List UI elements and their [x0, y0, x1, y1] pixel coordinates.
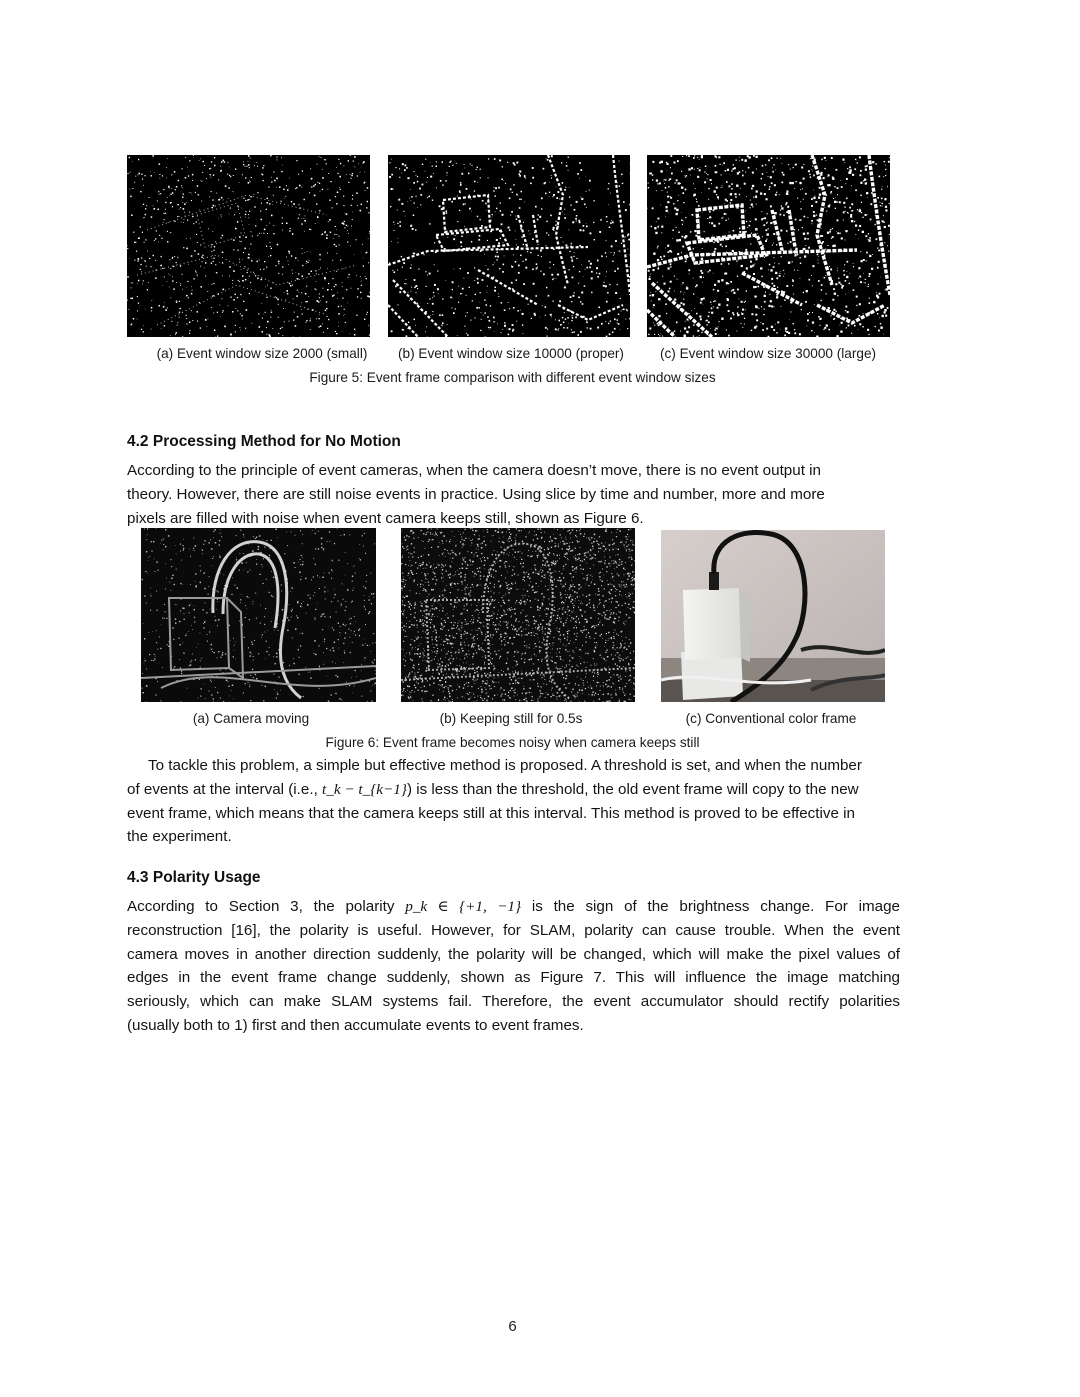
- polarity-line-1-pre: According to Section 3, the polarity: [127, 898, 406, 915]
- tackle-paragraph: [127, 754, 900, 849]
- polarity-line: (usually both to 1) first and then accumulate events to event frames.: [127, 1016, 584, 1034]
- page-number: 6: [508, 1318, 517, 1335]
- polarity-set-math: p_k ∈ {+1, −1}: [405, 898, 522, 915]
- figure6-caption: Figure 6: Event frame becomes noisy when camera keeps still: [325, 735, 700, 750]
- figure5-image-large-window: [647, 155, 890, 337]
- figure5-subcaption-a: (a) Event window size 2000 (small): [156, 346, 368, 361]
- section-4-2-intro: [127, 459, 900, 530]
- figure6-subcaption-a: (a) Camera moving: [192, 711, 310, 726]
- figure6-image-camera-moving: [141, 528, 376, 702]
- tackle-line-3: event frame, which means that the camera keeps still at this interval. This method is proved to be effective in: [127, 804, 855, 822]
- polarity-line-1-post: is the sign of the brightness change. For image: [521, 898, 900, 915]
- figure5-image-small-window: [127, 155, 370, 337]
- section-4-2-line: According to the principle of event cameras, when the camera doesn’t move, there is no event output in: [127, 462, 821, 479]
- figure5-subcaption-c: (c) Event window size 30000 (large): [659, 346, 877, 361]
- tackle-line-2: [127, 778, 900, 802]
- figure6-image-keeping-still: [401, 528, 635, 702]
- figure6-subcaption-b: (b) Keeping still for 0.5s: [439, 711, 583, 726]
- section-4-3-heading: 4.3 Polarity Usage: [127, 869, 261, 886]
- polarity-line: reconstruction [16], the polarity is useful. However, for SLAM, polarity can cause trouble. When the event: [127, 921, 900, 939]
- polarity-line: camera moves in another direction suddenly, the polarity will be changed, which will make the pixel values of: [127, 945, 900, 963]
- tackle-line-1: [127, 754, 900, 778]
- tackle-interval-math: t_k − t_{k−1}: [322, 780, 407, 798]
- tackle-line-1-text: To tackle this problem, a simple but effective method is proposed. A threshold is set, and when the number: [148, 757, 862, 774]
- polarity-line: seriously, which can make SLAM systems fail. Therefore, the event accumulator should rectify polarities: [127, 993, 900, 1011]
- figure5-image-proper-window: [388, 155, 630, 337]
- section-4-2-line: pixels are filled with noise when event camera keeps still, shown as Figure 6.: [127, 509, 644, 527]
- figure5-caption: Figure 5: Event frame comparison with different event window sizes: [309, 370, 716, 385]
- figure5-subcaption-b: (b) Event window size 10000 (proper): [398, 346, 624, 361]
- figure6-subcaption-c: (c) Conventional color frame: [685, 711, 857, 726]
- section-4-2-heading: 4.2 Processing Method for No Motion: [127, 433, 401, 450]
- section-4-3-paragraph: [127, 895, 900, 1038]
- tackle-line-2-post: ) is less than the threshold, the old event frame will copy to the new: [406, 780, 859, 798]
- tackle-line-2-pre: of events at the interval (i.e.,: [127, 780, 323, 798]
- polarity-line-1: [127, 895, 900, 919]
- tackle-line-4: the experiment.: [127, 828, 232, 846]
- section-4-2-line: theory. However, there are still noise events in practice. Using slice by time and number, more and more: [127, 485, 825, 503]
- figure6-image-color-frame: [661, 530, 885, 702]
- polarity-line: edges in the event frame change suddenly, shown as Figure 7. This will influence the image matching: [127, 969, 900, 987]
